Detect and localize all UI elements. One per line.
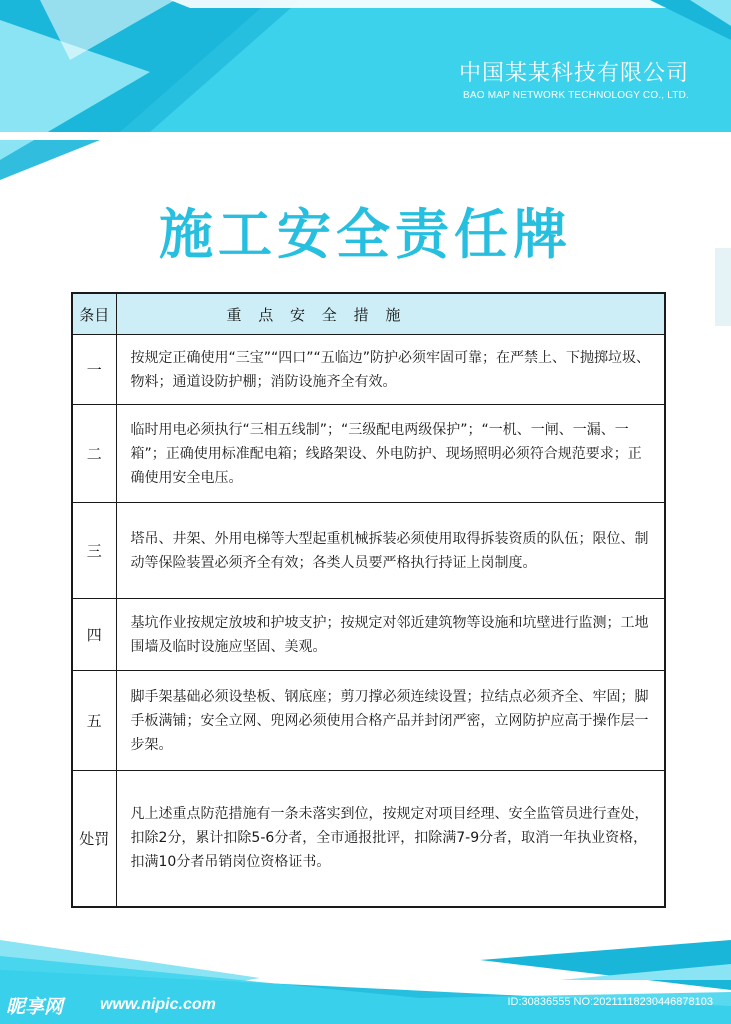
- watermark-logo: 昵享网: [6, 996, 64, 1018]
- company-name-cn: 中国某某科技有限公司: [458, 61, 689, 86]
- table-row: [72, 599, 665, 671]
- watermark-url: www.nipic.com: [100, 996, 216, 1013]
- table-row: [72, 503, 665, 599]
- row-number: 三: [72, 503, 116, 599]
- row-text: 基坑作业按规定放坡和护坡支护；按规定对邻近建筑物等设施和坑壁进行监测；工地围墙及临时设施应坚固、美观。: [116, 599, 665, 671]
- table-row: [72, 335, 665, 405]
- table-row: [72, 771, 665, 907]
- table-row: [72, 405, 665, 503]
- row-text: 临时用电必须执行“三相五线制”；“三级配电两级保护”；“一机、一闸、一漏、一箱”；正确使用标准配电箱；线路架设、外电防护、现场照明必须符合规范要求；正确使用安全电压。: [116, 405, 665, 503]
- row-number: 五: [72, 671, 116, 771]
- column-header-measures: 重 点 安 全 措 施: [116, 293, 665, 335]
- row-text: 按规定正确使用“三宝”“四口”“五临边”防护必须牢固可靠；在严禁上、下抛掷垃圾、物料；通道设防护棚；消防设施齐全有效。: [116, 335, 665, 405]
- side-tab-decoration: [715, 248, 731, 326]
- row-number: 一: [72, 335, 116, 405]
- column-header-item: 条目: [72, 293, 116, 335]
- row-number: 处罚: [72, 771, 116, 907]
- row-text: 塔吊、井架、外用电梯等大型起重机械拆装必须使用取得拆装资质的队伍；限位、制动等保险装置必须齐全有效；各类人员要严格执行持证上岗制度。: [116, 503, 665, 599]
- row-number: 二: [72, 405, 116, 503]
- row-text: 脚手架基础必须设垫板、钢底座；剪刀撑必须连续设置；拉结点必须齐全、牢固；脚手板满铺；安全立网、兜网必须使用合格产品并封闭严密，立网防护应高于操作层一步架。: [116, 671, 665, 771]
- page-title: 施工安全责任牌: [159, 203, 572, 266]
- company-name-en: BAO MAP NETWORK TECHNOLOGY CO., LTD.: [463, 90, 689, 101]
- row-number: 四: [72, 599, 116, 671]
- safety-measures-table: [71, 292, 666, 908]
- table-row: [72, 671, 665, 771]
- row-text: 凡上述重点防范措施有一条未落实到位，按规定对项目经理、安全监管员进行查处，扣除2分，累计扣除5-6分者，全市通报批评，扣除满7-9分者，取消一年执业资格，扣满10分者吊销岗位资格证书。: [116, 771, 665, 907]
- table-header-row: [72, 293, 665, 335]
- watermark-id: ID:30836555 NO:20211118230446878103: [507, 996, 713, 1008]
